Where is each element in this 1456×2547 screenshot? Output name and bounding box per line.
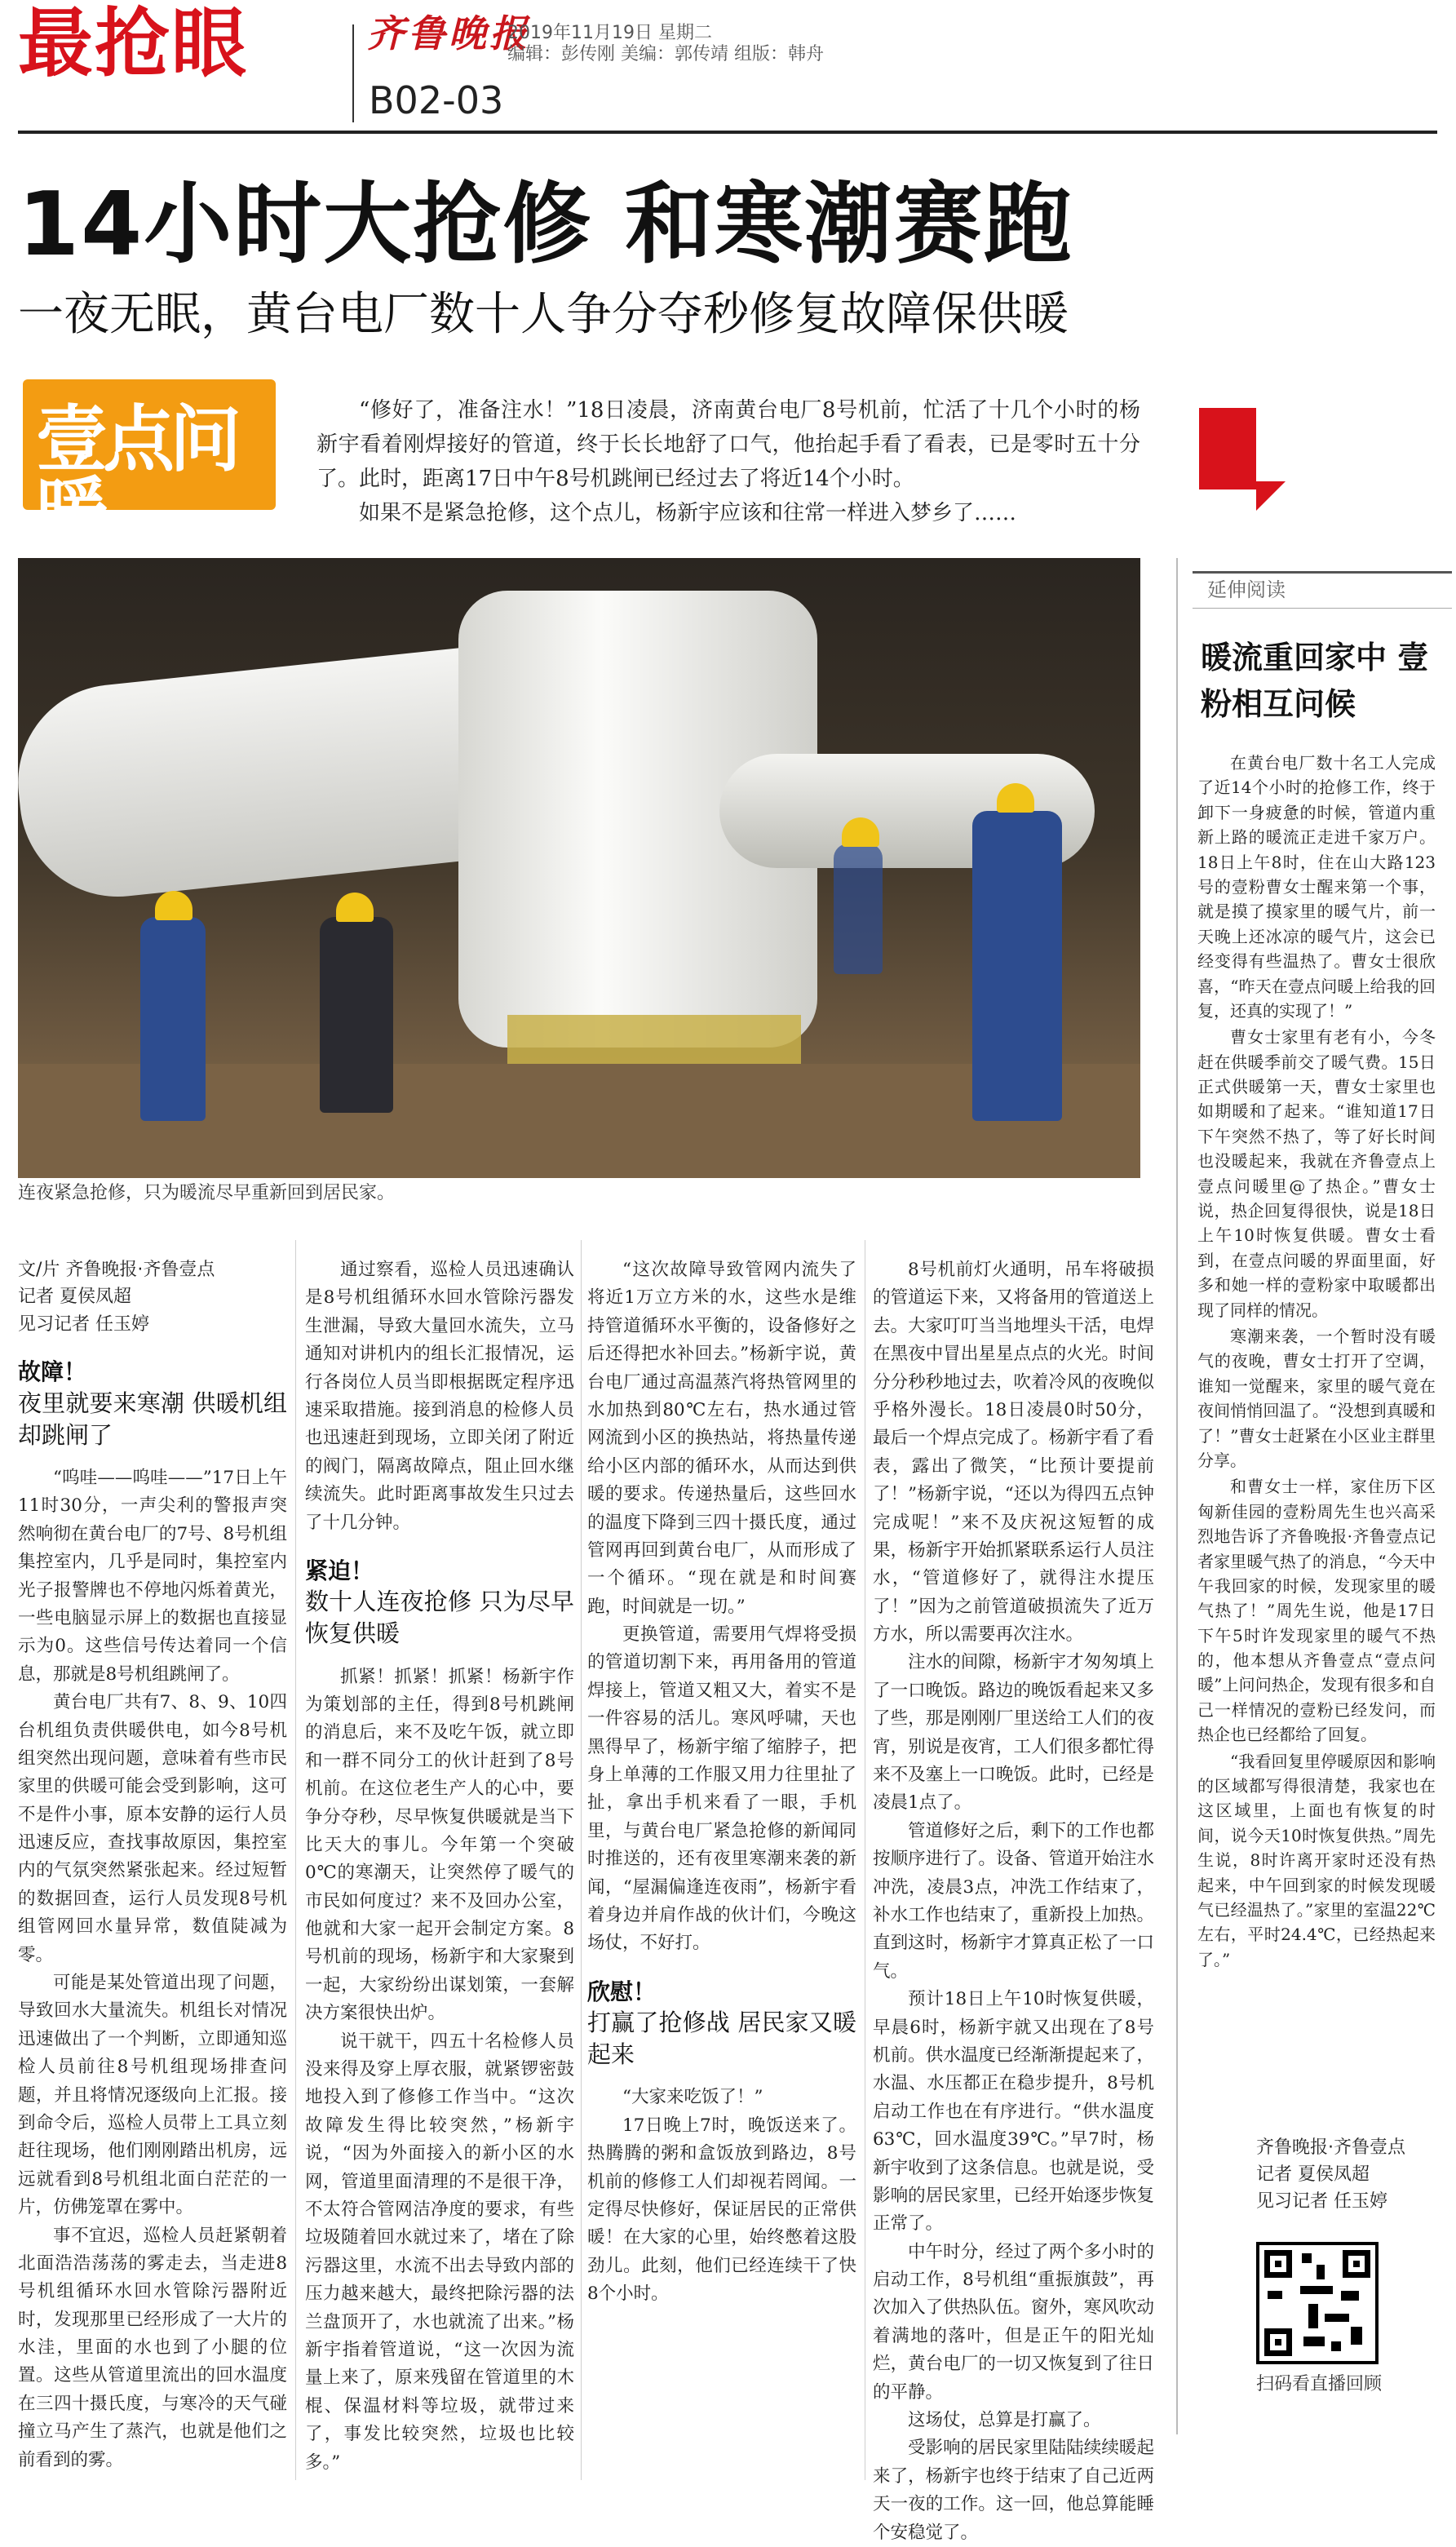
byline: 记者 夏侯凤超 xyxy=(18,1287,131,1308)
sidebar-paragraph: 和曹女士一样，家住历下区匈新佳园的壹粉周先生也兴高采烈地告诉了齐鲁晚报·齐鲁壹点记者家里暖气热了的消息，“今天中午我回家的时候，发现家里的暖气热了！”周先生说，他是17日下午5时许发现家里的暖气不热的，他本想从齐鲁壹点“壹点问暖”上问问热企，发现有很多和自己一样情况的壹粉已经发问，而热企也已经都给了回复。 xyxy=(1197,1477,1436,1745)
qr-code-icon[interactable] xyxy=(1256,2242,1379,2364)
repair-photo xyxy=(18,558,1140,1178)
section-subtitle: 打赢了抢修战 居民家又暖起来 xyxy=(587,2009,856,2069)
byline: 见习记者 任玉婷 xyxy=(18,1313,149,1335)
section-kicker: 欣慰！ xyxy=(587,1978,657,2005)
headline: 14小时大抢修 和寒潮赛跑 xyxy=(18,174,1073,276)
paragraph: 黄台电厂共有7、8、9、10四台机组负责供暖供电，如今8号机组突然出现问题，意味着有些市民家里的供暖可能会受到影响，这可不是件小事，原本安静的运行人员迅速反应，查找事故原因，集控室内的气氛突然紧张起来。经过短暂的数据回查，运行人员发现8号机组管网回水量异常，数值陡减为零。 xyxy=(18,1692,287,1965)
paragraph: 管道修好之后，剩下的工作也都按顺序进行了。设备、管道开始注水冲洗，凌晨3点，冲洗工作结束了，补水工作也结束了，重新投上加热。直到这时，杨新宇才算真正松了一口气。 xyxy=(873,1820,1154,1982)
section-heading-fault xyxy=(18,1358,287,1451)
paragraph: 注水的间隙，杨新宇才匆匆填上了一口晚饭。路边的晚饭看起来又多了些，那是刚刚厂里送给工人们的夜宵，别说是夜宵，工人们很多都忙得来不及塞上一口晚饭。此时，已经是凌晨1点了。 xyxy=(873,1652,1154,1814)
editor-credits: 编辑：彭传刚 美编：郭传靖 组版：韩舟 xyxy=(507,44,824,64)
sidebar-title: 暖流重回家中 壹粉相互问候 xyxy=(1201,640,1429,722)
paper-logo: 齐鲁晚报 xyxy=(367,11,530,55)
paragraph: 事不宜迟，巡检人员赶紧朝着北面浩浩荡荡的雾走去，当走进8号机组循环水回水管除污器附近时，发现那里已经形成了一大片的水洼，里面的水也到了小腿的位置。这些从管道里流出的回水温度在三四十摄氏度，与寒冷的天气碰撞立马产生了蒸汽，也就是他们之前看到的雾。 xyxy=(18,2225,287,2470)
sidebar-divider xyxy=(1176,558,1178,2434)
paragraph: 预计18日上午10时恢复供暖，早晨6时，杨新宇就又出现在了8号机前。供水温度已经渐渐提起来了，水温、水压都正在稳步提升，8号机启动工作也在有序进行。“供水温度63℃，回水温度39℃。”早7时，杨新宇收到了这条信息。也就是说，受影响的居民家里，已经开始逐步恢复正常了。 xyxy=(873,1989,1154,2235)
column-divider xyxy=(581,1240,582,2480)
article-column-2 xyxy=(305,1256,574,2477)
section-kicker: 紧迫！ xyxy=(305,1557,374,1584)
section-heading-relief xyxy=(587,1978,856,2071)
sidebar-paragraph: 寒潮来袭，一个暂时没有暖气的夜晚，曹女士打开了空调，谁知一觉醒来，家里的暖气竟在夜间悄悄回温了。“没想到真暖和了！”曹女士赶紧在小区业主群里分享。 xyxy=(1197,1326,1436,1470)
lead-text: “修好了，准备注水！”18日凌晨，济南黄台电厂8号机前，忙活了十几个小时的杨新宇看着刚焊接好的管道，终于长长地舒了口气，他抬起手看了看表，已是零时五十分了。此时，距离17日中午8号机跳闸已经过去了将近14个小时。 xyxy=(316,398,1140,492)
sidebar-paragraph: “我看回复里停暖原因和影响的区域都写得很清楚，我家也在这区域里，上面也有恢复的时间，说今天10时恢复供热。”周先生说，8时许离开家时还没有热起来，中午回到家的时候发现暖气已经温热了。”家里的室温22℃左右，平时24.4℃，已经热起来了。” xyxy=(1197,1751,1436,1969)
paragraph: 这场仗，总算是打赢了。 xyxy=(908,2410,1101,2431)
red-marker-icon xyxy=(1199,408,1256,489)
issue-date: 2019年11月19日 星期二 xyxy=(507,23,712,43)
section-title: 最抢眼 xyxy=(18,0,249,87)
paragraph: “这次故障导致管网内流失了将近1万立方米的水，这些水是维持管道循环水平衡的，设备修好之后还得把水补回去。”杨新宇说，黄台电厂通过高温蒸汽将热管网里的水加热到80℃左右，热水通过管网流到小区的换热站，将热量传递给小区内部的循环水，从而达到供暖的要求。传递热量后，这些回水的温度下降到三四十摄氏度，通过管网再回到黄台电厂，从而形成了一个循环。“现在就是和时间赛跑，时间就是一切。” xyxy=(587,1260,856,1617)
red-corner-icon xyxy=(1256,481,1286,511)
byline: 齐鲁晚报·齐鲁壹点 xyxy=(1256,2137,1405,2158)
section-subtitle: 夜里就要来寒潮 供暖机组却跳闸了 xyxy=(18,1389,287,1449)
lead-text: 如果不是紧急抢修，这个点儿，杨新宇应该和往常一样进入梦乡了…… xyxy=(359,501,1017,526)
paragraph: 通过察看，巡检人员迅速确认是8号机组循环水回水管除污器发生泄漏，导致大量回水流失，立马通知对讲机内的组长汇报情况，运行各岗位人员当即根据既定程序迅速采取措施。接到消息的检修人员也迅速赶到现场，立即关闭了附近的阀门，隔离故障点，阻止回水继续流失。此时距离事故发生只过去了十几分钟。 xyxy=(305,1260,574,1533)
paragraph: 17日晚上7时，晚饭送来了。热腾腾的粥和盒饭放到路边，8号机前的修修工人们却视若罔闻。一定得尽快修好，保证居民的正常供暖！在大家的心里，始终憋着这股劲儿。此刻，他们已经连续干了快8个小时。 xyxy=(587,2115,856,2305)
byline: 记者 夏侯凤超 xyxy=(1256,2164,1370,2185)
qr-caption: 扫码看直播回顾 xyxy=(1256,2374,1383,2394)
page-number: B02-03 xyxy=(369,78,504,122)
masthead-divider xyxy=(352,24,354,122)
paragraph: “呜哇——呜哇——”17日上午11时30分，一声尖利的警报声突然响彻在黄台电厂的7号、8号机组集控室内，几乎是同时，集控室内光子报警牌也不停地闪烁着黄光，一些电脑显示屏上的数据也直接显示为0。这些信号传达着同一个信息，那就是8号机组跳闸了。 xyxy=(18,1467,287,1685)
section-subtitle: 数十人连夜抢修 只为尽早恢复供暖 xyxy=(305,1588,574,1648)
paragraph: 受影响的居民家里陆陆续续暖起来了，杨新宇也终于结束了自己近两天一夜的工作。这一回，他总算能睡个安稳觉了。 xyxy=(873,2438,1154,2543)
paragraph: 可能是某处管道出现了问题，导致回水大量流失。机组长对情况迅速做出了一个判断，立即通知巡检人员前往8号机组现场排查问题，并且将情况逐级向上汇报。接到命令后，巡检人员带上工具立刻赶往现场，他们刚刚踏出机房，远远就看到8号机组北面白茫茫的一片，仿佛笼罩在雾中。 xyxy=(18,1973,287,2218)
paragraph: “大家来吃饭了！” xyxy=(622,2087,763,2108)
masthead-rule xyxy=(18,131,1437,134)
sidebar-tag: 延伸阅读 xyxy=(1193,571,1452,609)
article-column-1 xyxy=(18,1256,287,2474)
article-column-4 xyxy=(873,1256,1154,2547)
article-column-3 xyxy=(587,1256,856,2309)
paragraph: 更换管道，需要用气焊将受损的管道切割下来，再用备用的管道焊接上，管道又粗又大，着实不是一件容易的活儿。寒风呼啸，天也黑得早了，杨新宇缩了缩脖子，把身上单薄的工作服又用力往里扯了扯，拿出手机来看了一眼，手机里，与黄台电厂紧急抢修的新闻同时推送的，还有夜里寒潮来袭的新闻，“屋漏偏逢连夜雨”，杨新宇看着身边并肩作战的伙计们，今晚这场仗，不好打。 xyxy=(587,1624,856,1954)
column-divider xyxy=(295,1240,296,2480)
section-heading-urgent xyxy=(305,1557,574,1650)
column-badge-label: 壹点问暖 xyxy=(36,397,237,553)
paragraph: 8号机前灯火通明，吊车将破损的管道运下来，又将备用的管道送上去。大家叮叮当当地埋头干活，电焊在黑夜中冒出星星点点的火光。时间分分秒秒地过去，吹着冷风的夜晚似乎格外漫长。18日凌晨0时50分，最后一个焊点完成了。杨新宇看了看表，露出了微笑，“比预计要提前了！”杨新宇说，“还以为得四五点钟完成呢！”来不及庆祝这短暂的成果，杨新宇开始抓紧联系运行人员注水，“管道修好了，就得注水提压了！”因为之前管道破损流失了近万方水，所以需要再次注水。 xyxy=(873,1260,1154,1646)
sidebar-body xyxy=(1197,751,1436,1973)
subheadline: 一夜无眠，黄台电厂数十人争分夺秒修复故障保供暖 xyxy=(18,288,1069,341)
photo-caption: 连夜紧急抢修，只为暖流尽早重新回到居民家。 xyxy=(18,1183,396,1203)
sidebar-paragraph: 曹女士家里有老有小，今冬赶在供暖季前交了暖气费。15日正式供暖第一天，曹女士家里也如期暖和了起来。“谁知道17日下午突然不热了，等了好长时间也没暖起来，我就在齐鲁壹点上壹点问暖里@了热企。”曹女士说，热企回复得很快，说是18日上午10时恢复供暖。曹女士看到，在壹点问暖的界面里面，好多和她一样的壹粉家中取暖都出现了同样的情况。 xyxy=(1197,1027,1436,1320)
sidebar-paragraph: 在黄台电厂数十名工人完成了近14个小时的抢修工作，终于卸下一身疲惫的时候，管道内重新上路的暖流正走进千家万户。18日上午8时，住在山大路123号的壹粉曹女士醒来第一个事，就是摸了摸家里的暖气片，前一天晚上还冰凉的暖气片，这会已经变得有些温热了。曹女士很欣喜，“昨天在壹点问暖上给我的回复，还真的实现了！” xyxy=(1197,753,1436,1021)
paragraph: 抓紧！抓紧！抓紧！杨新宇作为策划部的主任，得到8号机跳闸的消息后，来不及吃午饭，就立即和一群不同分工的伙计赶到了8号机前。在这位老生产人的心中，要争分夺秒，尽早恢复供暖就是当下比天大的事儿。今年第一个突破0℃的寒潮天，让突然停了暖气的市民如何度过？来不及回办公室，他就和大家一起开会制定方案。8号机前的现场，杨新宇和大家聚到一起，大家纷纷出谋划策，一套解决方案很快出炉。 xyxy=(305,1666,574,2024)
paragraph: 说干就干，四五十名检修人员没来得及穿上厚衣服，就紧锣密鼓地投入到了修修工作当中。“这次故障发生得比较突然，”杨新宇说，“因为外面接入的新小区的水网，管道里面清理的不是很干净，不太符合管网洁净度的要求，有些垃圾随着回水就过来了，堵在了除污器这里，水流不出去导致内部的压力越来越大，最终把除污器的法兰盘顶开了，水也就流了出来。”杨新宇指着管道说，“这一次因为流量上来了，原来残留在管道里的木棍、保温材料等垃圾，就带过来了，事发比较突然，垃圾也比较多。” xyxy=(305,2031,574,2473)
section-kicker: 故障！ xyxy=(18,1358,87,1386)
lead-paragraph xyxy=(316,393,1140,530)
column-badge xyxy=(23,379,276,553)
paragraph: 中午时分，经过了两个多小时的启动工作，8号机组“重振旗鼓”，再次加入了供热队伍。窗外，寒风吹动着满地的落叶，但是正午的阳光灿烂，黄台电厂的一切又恢复到了往日的平静。 xyxy=(873,2241,1154,2403)
byline: 见习记者 任玉婷 xyxy=(1256,2191,1387,2212)
sidebar-credits xyxy=(1256,2134,1436,2215)
byline: 文/片 齐鲁晚报·齐鲁壹点 xyxy=(18,1260,215,1280)
